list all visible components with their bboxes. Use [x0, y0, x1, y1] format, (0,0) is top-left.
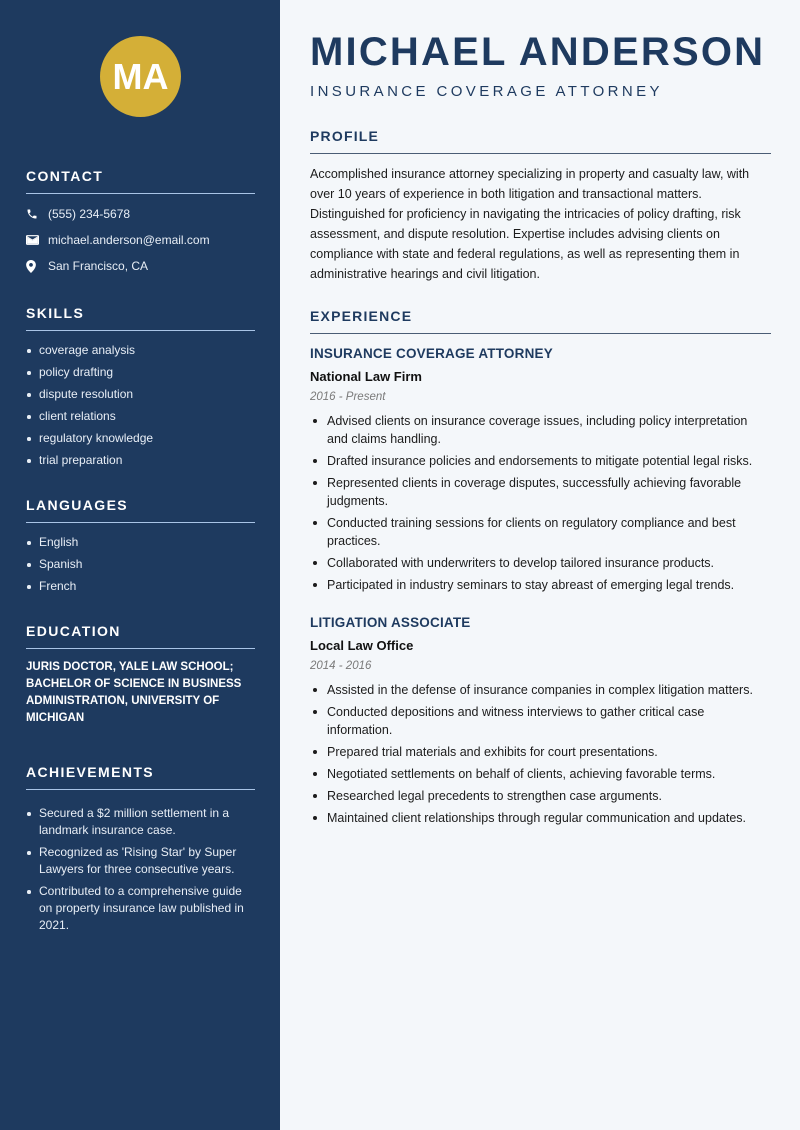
job-bullet: Conducted training sessions for clients on regulatory compliance and best practices. [310, 514, 771, 550]
job-title: LITIGATION ASSOCIATE [310, 615, 471, 630]
languages-list [26, 534, 255, 595]
job-bullet: Assisted in the defense of insurance companies in complex litigation matters. [310, 681, 771, 699]
job-bullet: Collaborated with underwriters to develop tailored insurance products. [310, 554, 771, 572]
skill-item: client relations [26, 408, 255, 425]
education-section [26, 623, 255, 727]
job-dates: 2014 - 2016 [310, 660, 372, 672]
job-dates: 2016 - Present [310, 391, 386, 403]
job-bullet: Conducted depositions and witness interviews to gather critical case information. [310, 703, 771, 739]
contact-location [26, 253, 255, 279]
achievement-item: Recognized as 'Rising Star' by Super Lawyers for three consecutive years. [26, 844, 255, 878]
skill-item: coverage analysis [26, 342, 255, 359]
location-text: San Francisco, CA [48, 259, 149, 273]
achievement-item: Secured a $2 million settlement in a landmark insurance case. [26, 805, 255, 839]
avatar [100, 36, 181, 117]
languages-heading: LANGUAGES [26, 497, 255, 523]
contact-phone [26, 201, 255, 227]
skills-list [26, 342, 255, 469]
language-item: English [26, 534, 255, 551]
job-bullet: Prepared trial materials and exhibits for court presentations. [310, 743, 771, 761]
job-bullets [310, 681, 771, 827]
profile-heading: PROFILE [310, 128, 771, 154]
job-bullet: Represented clients in coverage disputes, successfully achieving favorable judgments. [310, 474, 771, 510]
job-bullet: Maintained client relationships through regular communication and updates. [310, 809, 771, 827]
sidebar [0, 0, 280, 1130]
experience-heading: EXPERIENCE [310, 308, 771, 334]
phone-icon [26, 208, 48, 220]
profile-text: Accomplished insurance attorney specializing in property and casualty law, with over 10 years of experience in both litigation and transactional matters. Distinguished for proficiency in navigating the intricacies of policy drafting, risk assessment, and dispute resolution. Expertise includes advising clients on compliance with state and federal regulations, as well as representing them in administrative hearings and civil litigation. [310, 167, 750, 281]
achievements-section [26, 764, 255, 939]
avatar-initials: MA [112, 55, 169, 97]
job-title: INSURANCE COVERAGE ATTORNEY [310, 346, 553, 361]
location-pin-icon [26, 260, 48, 273]
job-company: National Law Firm [310, 369, 422, 384]
skill-item: dispute resolution [26, 386, 255, 403]
contact-email [26, 227, 255, 253]
candidate-name: MICHAEL ANDERSON [310, 30, 766, 74]
email-address[interactable]: michael.anderson@email.com [48, 233, 210, 247]
skills-section [26, 305, 255, 474]
skills-heading: SKILLS [26, 305, 255, 331]
job-bullet: Drafted insurance policies and endorsements to mitigate potential legal risks. [310, 452, 771, 470]
job-entry [310, 615, 771, 831]
candidate-title: INSURANCE COVERAGE ATTORNEY [310, 83, 663, 100]
phone-number: (555) 234-5678 [48, 207, 131, 221]
job-bullet: Researched legal precedents to strengthen case arguments. [310, 787, 771, 805]
achievements-list [26, 805, 255, 934]
job-bullets [310, 412, 771, 594]
skill-item: trial preparation [26, 452, 255, 469]
skill-item: regulatory knowledge [26, 430, 255, 447]
job-bullet: Participated in industry seminars to stay abreast of emerging legal trends. [310, 576, 771, 594]
contact-heading: CONTACT [26, 168, 255, 194]
email-icon [26, 235, 48, 245]
achievements-heading: ACHIEVEMENTS [26, 764, 255, 790]
language-item: French [26, 578, 255, 595]
job-bullet: Advised clients on insurance coverage issues, including policy interpretation and claims handling. [310, 412, 771, 448]
skill-item: policy drafting [26, 364, 255, 381]
contact-section [26, 168, 255, 279]
achievement-item: Contributed to a comprehensive guide on property insurance law published in 2021. [26, 883, 255, 934]
language-item: Spanish [26, 556, 255, 573]
job-entry [310, 346, 771, 598]
education-heading: EDUCATION [26, 623, 255, 649]
job-bullet: Negotiated settlements on behalf of clients, achieving favorable terms. [310, 765, 771, 783]
education-text: JURIS DOCTOR, YALE LAW SCHOOL; BACHELOR OF SCIENCE IN BUSINESS ADMINISTRATION, UNIVERSITY OF MICHIGAN [26, 661, 242, 724]
languages-section [26, 497, 255, 600]
job-company: Local Law Office [310, 638, 414, 653]
